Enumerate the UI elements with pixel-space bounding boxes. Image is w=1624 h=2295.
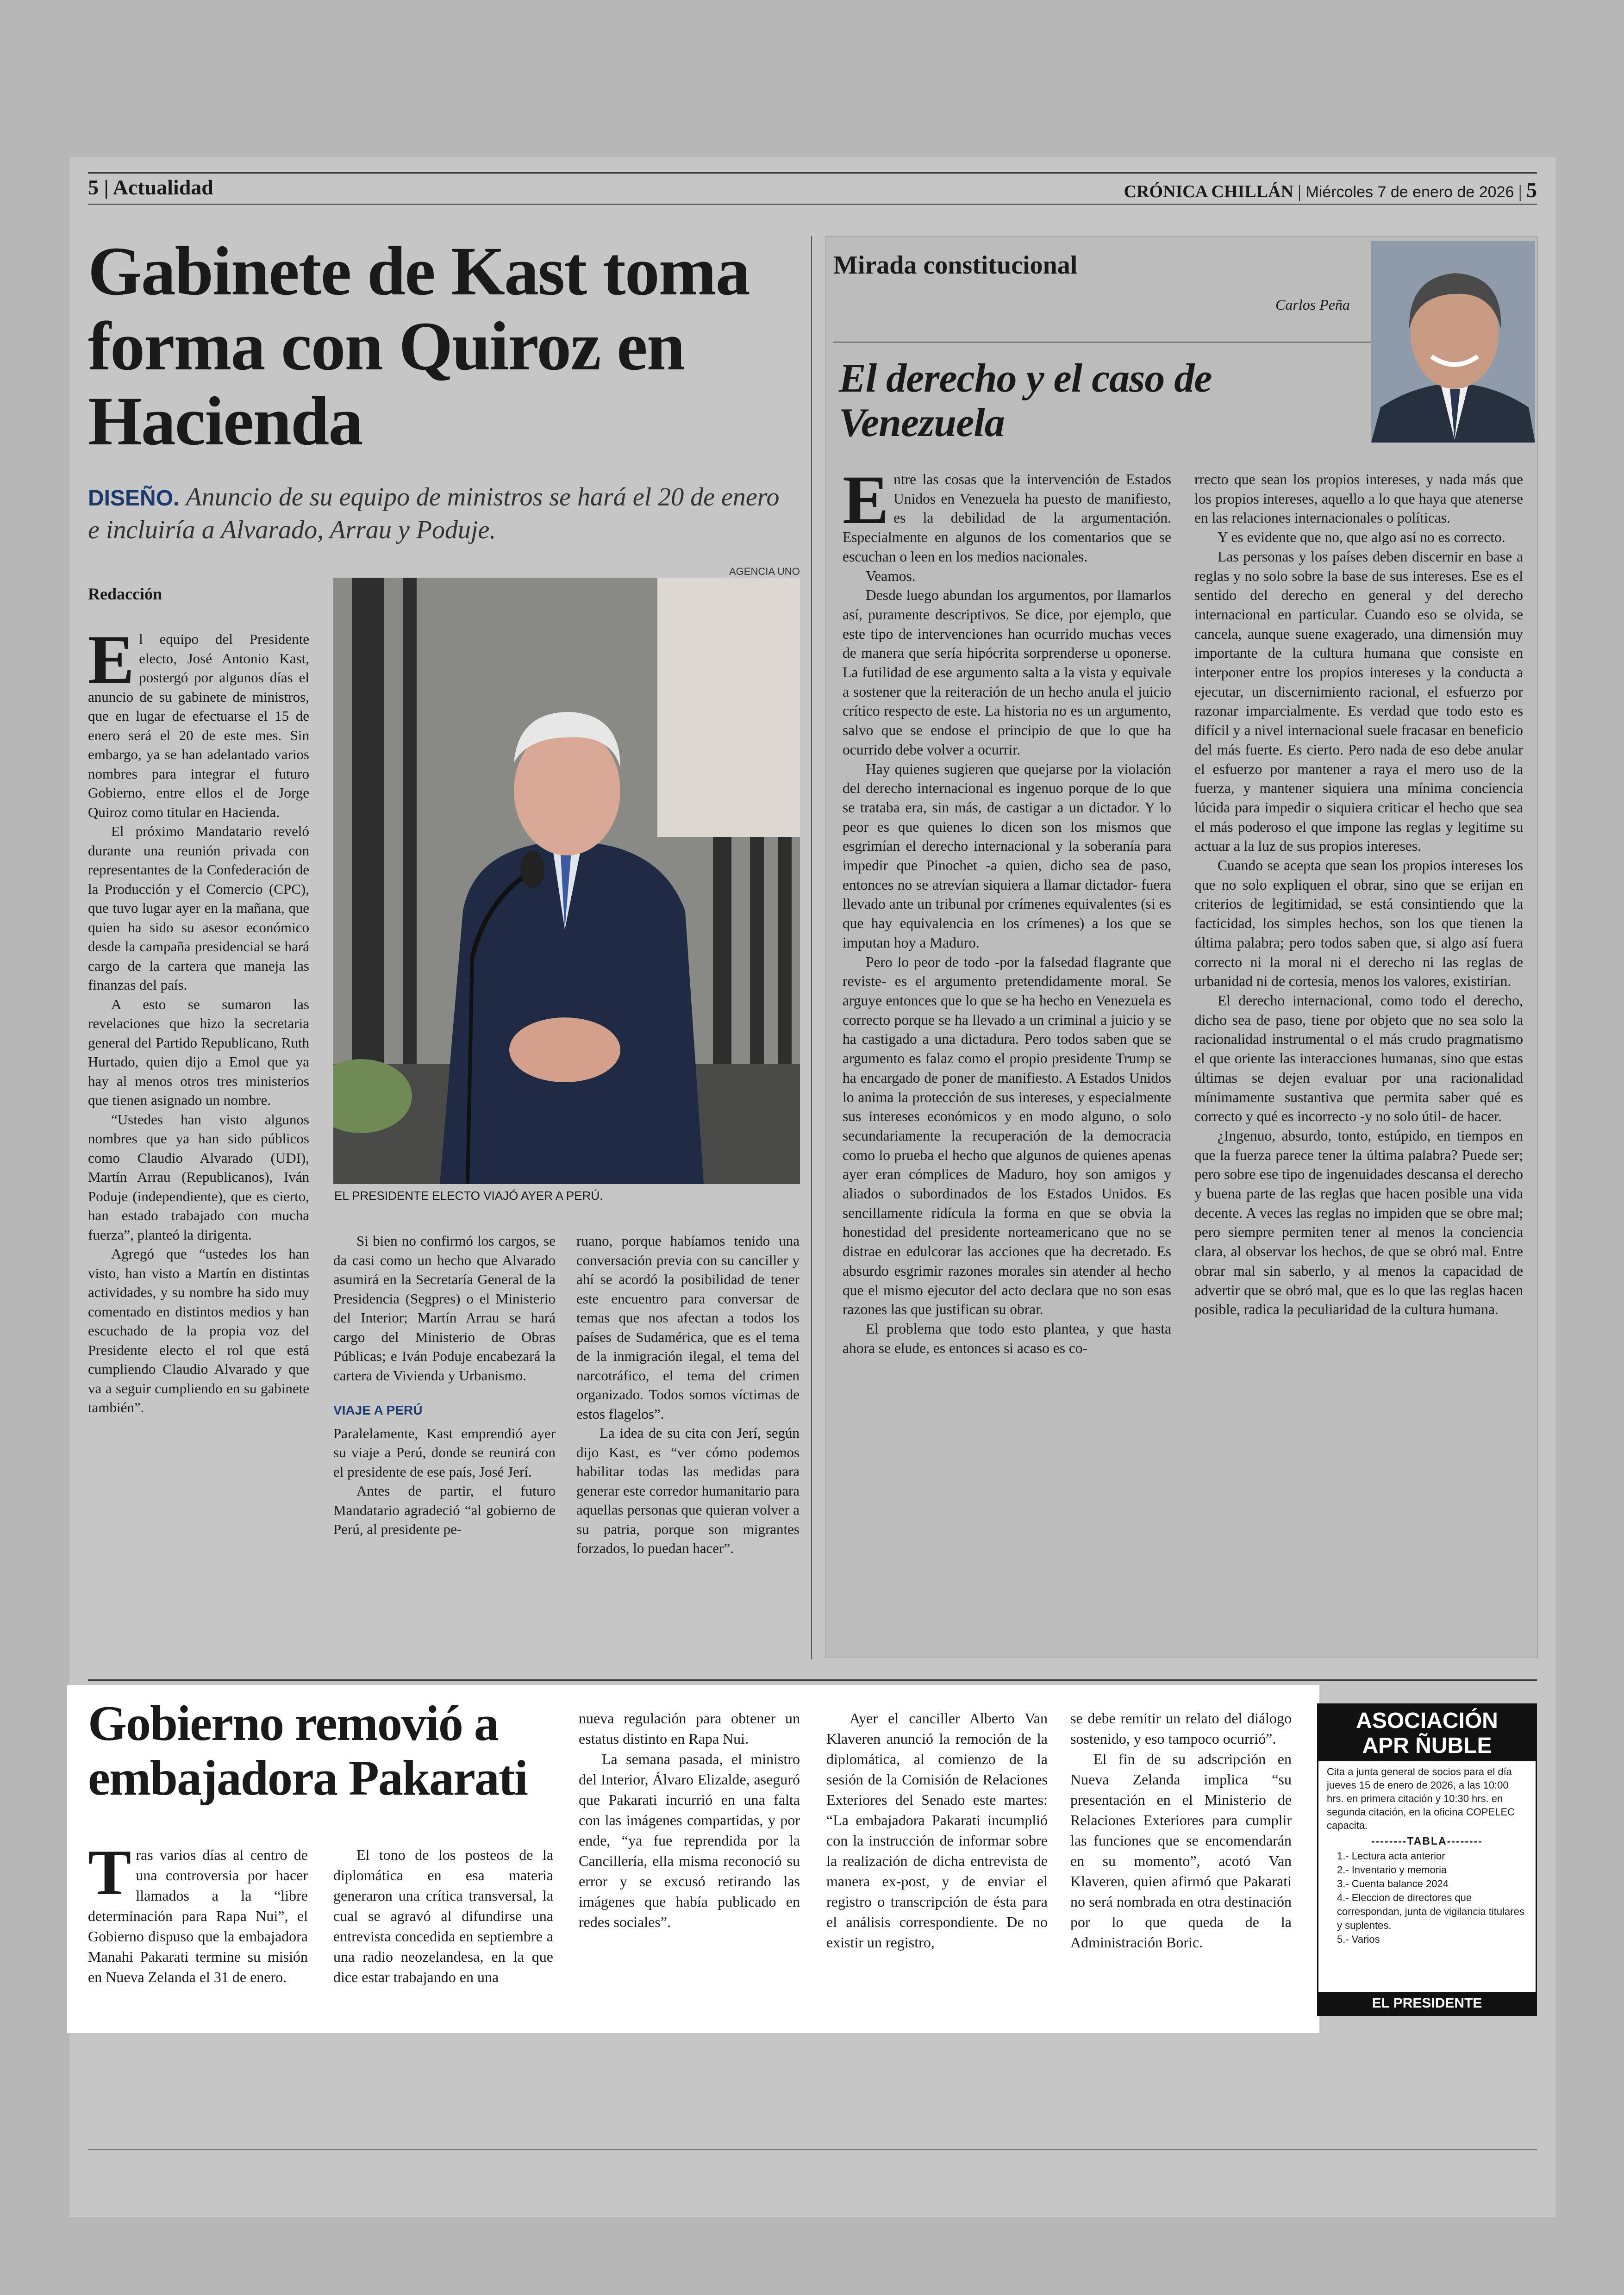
folio-left: 5 | Actualidad	[88, 175, 213, 199]
main-dek	[88, 481, 792, 546]
bottom-section-rule	[88, 1679, 1537, 1681]
column-dropcap: E	[843, 461, 889, 538]
column-title-rule	[833, 342, 1373, 343]
bottom-col-1: Tras varios días al centro de una controversia por hacer llamados a la “libre determinación para Rapa Nui”, el Gobierno dispuso que la embajadora Manahi Pakarati termine su misión en Nueva Zelanda el 31 de enero.	[88, 1837, 308, 1985]
header-bottom-rule	[88, 204, 1537, 205]
ad-footer: EL PRESIDENTE	[1318, 1992, 1536, 2014]
author-portrait	[1371, 241, 1535, 443]
main-col-3: ruano, porque habíamos tenido una conversación previa con su canciller y ahí se acordó la posibilidad de tener este encuentro para conversar de temas que nos afectan a todos los países de Sudamérica, que es el tema de la inmigración ilegal, el tema del narcotráfico, el tema del crimen organizado. Todos somos víctimas de estos flagelos”. La idea de su cita con Jerí, según dijo Kast, es “ver cómo podemos habilitar todas las medidas para generar este corredor humanitario para aquellas personas que quieran volver a su patria, porque son migrantes forzados, lo puedan hacer”.	[576, 1233, 800, 1556]
ad-items	[1318, 1847, 1536, 1946]
dek-kicker: DISEÑO.	[88, 486, 180, 511]
bottom-col-5: se debe remitir un relato del diálogo sostenido, y eso tampoco ocurrió”. El fin de su adscripción en Nueva Zelanda implica “su presentación en el Ministerio de Relaciones Exteriores para cumplir las funciones que se encomendarán en su momento”, acotó Van Klaveren, quien afirmó que Pakarati no será nombrada en otra destinación por lo que queda de la Administración Boric.	[1070, 1710, 1292, 1951]
ad-intro: Cita a junta general de socios para el día jueves 15 de enero de 2026, a las 10:00 hrs. en primera citación y 10:30 hrs. en segunda citación, en la oficina COPELEC capacita.	[1327, 1766, 1515, 1831]
bottom-headline: Gobierno removió a embajadora Pakarati	[88, 1696, 527, 1806]
photo-credit: AGENCIA UNO	[729, 566, 800, 577]
main-dropcap: E	[88, 621, 135, 698]
column-author: Carlos Peña	[1275, 296, 1350, 313]
ad-table-title: --------TABLA--------	[1371, 1835, 1483, 1847]
column-col-2: rrecto que sean los propios intereses, y nada más que los propios intereses, aquello a lo que haya que atenerse en las relaciones internacionales o políticas. Y es evidente que no, que algo así no es correcto. Las personas y los países deben discernir en base a reglas y no solo sobre la base de sus intereses. Ese es el sentido del derecho en general y del derecho internacional en particular. Cuando eso se olvida, se cancela, aunque suene exagerado, una dimensión muy importante de la cultura humana que consiste en interponer entre los propios intereses y la conducta a ejecutar, un discernimiento racional, el esfuerzo por razonar imparcialmente. Es verdad que todo esto es difícil y a nivel internacional suele fracasar en beneficio del más fuerte. Es cierto. Pero nada de eso debe anular el esfuerzo por mantener a raya el mero uso de la fuerza, y mantener siquiera una mínima conciencia lúcida para impedir o siquiera criticar el hecho que sea el más poderoso el que impone las reglas y legitime su actuar a la luz de sus propios intereses. Cuando se acepta que sean los propios intereses los que no solo expliquen el obrar, sino que se erijan en criterios de legitimidad, se está consintiendo que la facticidad, los simples hechos, son los que tienen la última palabra; pero todos saben que, si algo así fuera correcto ni la moral ni el derecho ni las reglas de urbanidad ni de cortesía, menos los valores, existirían. El derecho internacional, como todo el derecho, dicho sea de paso, tiene por objeto que no sea solo la racionalidad instrumental o el más crudo pragmatismo el que oriente las interacciones humanas, sino que estas últimas se dejen evaluar por una racionalidad mínimamente sustantiva que permita saber qué es correcto y qué es incorrecto -y no solo útil- de hacer. ¿Ingenuo, absurdo, tonto, estúpido, en tiempos en que la fuerza parece tener la última palabra? Puede ser; pero sobre ese tipo de ingenuidades descansa el derecho y buena parte de las reglas que hacen posible una vida decente. A veces las reglas no impiden que se obre mal; pero siempre permiten tener al menos la conciencia clara, al observar los hechos, de que se obró mal. Entre obrar mal sin saberlo, y al menos la capacidad de advertir que se obró mal, que es lo que las reglas hacen posible, radica la peculiaridad de la cultura humana.	[1194, 471, 1523, 1318]
ad-item: 5.- Varios	[1337, 1933, 1380, 1945]
bottom-col-4: Ayer el canciller Alberto Van Klaveren anunció la remoción de la diplomática, al comienzo de la sesión de la Comisión de Relaciones Exteriores del Senado este martes: “La embajadora Pakarati incumplió con la instrucción de informar sobre la realización de dicha entrevista de manera ex-post, y de enviar el registro o transcripción de ésta para el análisis correspondiente. De no existir un registro,	[826, 1710, 1048, 1951]
folio-right: CRÓNICA CHILLÁN | Miércoles 7 de enero de 2026 | 5	[1124, 178, 1537, 202]
ad-title: ASOCIACIÓN APR ÑUBLE	[1318, 1705, 1536, 1761]
main-col-1: El equipo del Presidente electo, José Antonio Kast, postergó por algunos días el anuncio de su gabinete de ministros, que en lugar de efectuarse el 15 de enero será el 20 de este mes. Sin embargo, ya se han adelantado varios nombres para integrar el futuro Gobierno, entre ellos el de Jorge Quiroz como titular en Hacienda. El próximo Mandatario reveló durante una reunión privada con representantes de la Confederación de la Producción y el Comercio (CPC), que tuvo lugar ayer en la mañana, que quien ha sido su asesor económico desde la campaña presidencial se hará cargo de la cartera que maneja las finanzas del país. A esto se sumaron las revelaciones que hizo la secretaria general del Partido Republicano, Ruth Hurtado, quien dijo a Emol que ya hay al menos otros tres ministerios que tienen asignado un nombre. “Ustedes han visto algunos nombres que ya han sido públicos como Claudio Alvarado (UDI), Martín Arrau (Republicanos), Iván Poduje (independiente), que es cierto, han estado trabajado con mucha fuerza”, planteó la dirigenta. Agregó que “ustedes los han visto, han visto a Martín en distintas actividades, y su nombre ha sido muy comentado en distintos medios y han escuchado de la propia voz del Presidente electo el rol que está cumpliendo Claudio Alvarado y que va a seguir cumpliendo en su gabinete también”.	[88, 621, 309, 1416]
ad-item: 4.- Eleccion de directores que correspondan, junta de vigilancia titulares y suplentes.	[1337, 1892, 1524, 1931]
ad-item: 2.- Inventario y memoria	[1337, 1864, 1447, 1876]
ad-item: 1.- Lectura acta anterior	[1337, 1850, 1445, 1862]
subhead-viaje: VIAJE A PERÚ	[333, 1403, 423, 1417]
kast-photo-illustration	[333, 578, 800, 1184]
ad-item: 3.- Cuenta balance 2024	[1337, 1878, 1449, 1890]
kast-photo	[333, 578, 800, 1184]
column-title: El derecho y el caso de Venezuela	[839, 356, 1212, 445]
author-portrait-illustration	[1371, 241, 1535, 443]
apr-nuble-ad	[1317, 1703, 1537, 2016]
main-headline: Gabinete de Kast toma forma con Quiroz en Hacienda	[88, 233, 750, 460]
page-bottom-rule	[88, 2149, 1537, 2150]
main-col-2: Si bien no confirmó los cargos, se da casi como un hecho que Alvarado asumirá en la Secretaría General de la Presidencia (Segpres) o el Ministerio del Interior; Martín Arrau se hará cargo del Ministerio de Obras Públicas; e Iván Poduje encabezará la cartera de Vivienda y Urbanismo. VIAJE A PERÚ Paralelamente, Kast emprendió ayer su viaje a Perú, donde se reunirá con el presidente de ese país, José Jerí. Antes de partir, el futuro Mandatario agradeció “al gobierno de Perú, al presidente pe-	[333, 1233, 556, 1537]
dek-text: Anuncio de su equipo de ministros se hará el 20 de enero e incluiría a Alvarado, Arrau y Poduje.	[88, 483, 780, 544]
column-section: Mirada constitucional	[833, 251, 1078, 280]
byline: Redacción	[88, 585, 162, 603]
column-col-1: Entre las cosas que la intervención de Estados Unidos en Venezuela ha puesto de manifiesto, es la debilidad de la argumentación. Especialmente en algunos de los comentarios que se escuchan o leen en los medios nacionales. Veamos. Desde luego abundan los argumentos, por llamarlos así, puramente descriptivos. Se dice, por ejemplo, que este tipo de intervenciones han ocurrido muchas veces de manera que sería hipócrita sorprenderse u oponerse. La futilidad de ese argumento salta a la vista y equivale a sostener que la reiteración de un hecho anula el juicio crítico respecto de este. La historia no es un argumento, salvo que se endose el principio de que lo que ha ocurrido debe volver a ocurrir. Hay quienes sugieren que quejarse por la violación del derecho internacional es ingenuo porque de lo que se trataba era, sin más, de castigar a un dictador. Y lo peor es que quienes lo dicen son los mismos que esgrimían el derecho internacional y la soberanía para impedir que Pinochet -a quien, dicho sea de paso, entonces no se atrevían siquiera a llamar dictador- fuera llevado ante un tribunal por crímenes equivalentes (si es que hay equivalencia en los crímenes) a los que se imputan hoy a Maduro. Pero lo peor de todo -por la falsedad flagrante que reviste- es el argumento pretendidamente moral. Se arguye entonces que lo que se ha hecho en Venezuela es correcto porque se ha llevado a un criminal a juicio y se ha castigado a una dictadura. Pero todos saben que se argumento es falaz como el propio presidente Trump se ha encargado de poner de manifiesto. A Estados Unidos lo anima la protección de sus intereses, y especialmente sus intereses económicos y en modo alguno, o solo secundariamente la recuperación de la democracia como lo prueba el hecho que algunos de quienes apenas ayer eran cómplices de Maduro, hoy son amigos y aliados o subordinados de los Estados Unidos. Es sencillamente ridícula la forma en que se obvia la honestidad del presidente norteamericano que no se distrae en edulcorar las acciones que ha decretado. Es absurdo esgrimir razones morales sin atender al hecho que el mismo ejecutor del acto declara que no son esas razones las que justifican su obrar. El problema que todo esto plantea, y que hasta ahora se elude, es entonces si acaso es co-	[843, 461, 1171, 1356]
photo-caption: EL PRESIDENTE ELECTO VIAJÓ AYER A PERÚ.	[334, 1189, 603, 1203]
vertical-divider	[811, 236, 812, 1659]
bottom-dropcap: T	[88, 1837, 131, 1908]
bottom-col-2: El tono de los posteos de la diplomática en esa materia generaron una crítica transversal, la cual se agravó al difundirse una entrevista concedida en septiembre a una radio neozelandesa, en la que dice estar trabajando en una	[333, 1846, 553, 1985]
bottom-col-3: nueva regulación para obtener un estatus distinto en Rapa Nui. La semana pasada, el ministro del Interior, Álvaro Elizalde, aseguró que Pakarati incurrió en una falta con las imágenes compartidas, y por ende, “ya fue reprendida por la Cancillería, ella misma reconoció su error y se excusó retirando las imágenes que había publicado en redes sociales”.	[579, 1710, 800, 1930]
header-top-rule	[88, 172, 1537, 174]
